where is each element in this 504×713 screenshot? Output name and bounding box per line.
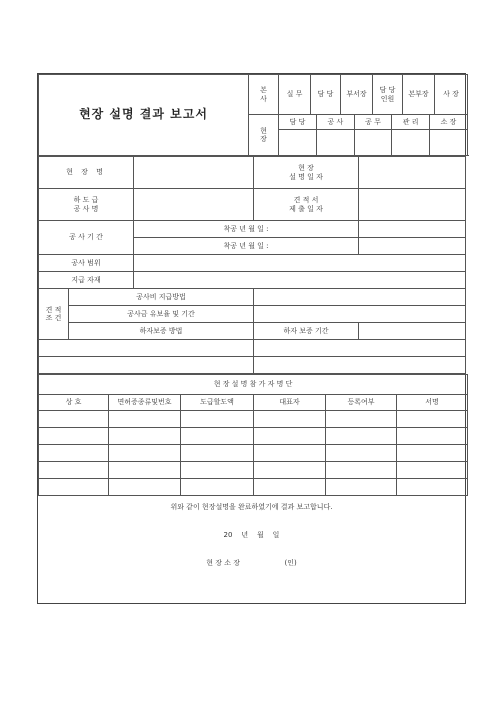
start-date-blank[interactable]: [359, 221, 466, 238]
table-cell[interactable]: [109, 479, 181, 496]
subcontract-label: 하 도 급 공 사 명: [39, 189, 134, 221]
table-cell[interactable]: [397, 411, 468, 428]
column-header: 상 호: [39, 395, 109, 411]
blank-cell[interactable]: [39, 340, 254, 357]
warranty-period-value[interactable]: [359, 323, 466, 340]
blank-cell[interactable]: [39, 357, 254, 374]
table-cell[interactable]: [181, 428, 254, 445]
site-manager-signature[interactable]: 현 장 소 장 (인): [206, 559, 297, 567]
approval-role: 사 장: [435, 75, 468, 115]
signature-cell[interactable]: [317, 129, 355, 155]
completion-date[interactable]: 착공 년 월 일 :: [134, 238, 359, 255]
info-table: [38, 156, 466, 374]
table-cell[interactable]: [39, 411, 109, 428]
table-cell[interactable]: [181, 445, 254, 462]
footer: [38, 496, 465, 592]
table-row: [39, 411, 468, 428]
blank-cell[interactable]: [254, 357, 466, 374]
site-name-label: 현 장 명: [39, 157, 134, 189]
signature-cell[interactable]: [279, 129, 317, 155]
briefing-date-value[interactable]: [359, 157, 466, 189]
approval-role: 실 무: [279, 75, 311, 115]
scope-value[interactable]: [134, 255, 466, 272]
table-cell[interactable]: [181, 411, 254, 428]
conditions-label: 견 적 조 건: [39, 289, 69, 340]
site-role: 공 무: [354, 115, 392, 129]
table-cell[interactable]: [39, 462, 109, 479]
signature-cell[interactable]: [429, 129, 467, 155]
table-cell[interactable]: [397, 428, 468, 445]
start-date[interactable]: 착공 년 월 일 :: [134, 221, 359, 238]
table-cell[interactable]: [326, 445, 397, 462]
table-cell[interactable]: [39, 445, 109, 462]
materials-value[interactable]: [134, 272, 466, 289]
report-title: 현장 설명 결과 보고서: [39, 75, 249, 156]
table-cell[interactable]: [39, 428, 109, 445]
completion-statement: 위와 같이 현장설명을 완료하였기에 결과 보고합니다.: [170, 503, 333, 511]
materials-label: 지급 자재: [39, 272, 134, 289]
head-office-label: 본 사: [249, 75, 279, 115]
payment-method-label: 공사비 지급방법: [69, 289, 254, 306]
quote-date-label: 견 적 서 제 출 일 자: [254, 189, 359, 221]
subcontract-value[interactable]: [134, 189, 254, 221]
table-cell[interactable]: [326, 479, 397, 496]
table-cell[interactable]: [326, 462, 397, 479]
site-role: 소 장: [429, 115, 467, 129]
table-cell[interactable]: [254, 445, 326, 462]
approval-role: 본부장: [403, 75, 435, 115]
approval-header: [38, 74, 468, 156]
column-header: 면허증종류및번호: [109, 395, 181, 411]
site-role: 공 사: [317, 115, 355, 129]
signature-cell[interactable]: [354, 129, 392, 155]
retention-value[interactable]: [254, 306, 466, 323]
column-header: 등록여부: [326, 395, 397, 411]
warranty-period-label: 하자 보증 기간: [254, 323, 359, 340]
table-cell[interactable]: [254, 462, 326, 479]
table-cell[interactable]: [181, 479, 254, 496]
table-cell[interactable]: [109, 428, 181, 445]
table-cell[interactable]: [254, 479, 326, 496]
signature-cell[interactable]: [392, 129, 430, 155]
table-cell[interactable]: [397, 445, 468, 462]
column-header: 서명: [397, 395, 468, 411]
participants-heading: 현 장 설 명 참 가 자 명 단: [39, 375, 468, 395]
report-form: [37, 73, 466, 604]
site-approval-grid: [279, 115, 468, 156]
participants-table: [38, 374, 468, 496]
blank-cell[interactable]: [254, 340, 466, 357]
column-header: 도급할도액: [181, 395, 254, 411]
approval-role: 부서장: [341, 75, 373, 115]
site-role: 담 당: [279, 115, 317, 129]
approval-role: 담 당 인원: [373, 75, 403, 115]
column-header: 대표자: [254, 395, 326, 411]
table-cell[interactable]: [254, 411, 326, 428]
table-cell[interactable]: [181, 462, 254, 479]
retention-label: 공사금 유보율 및 기간: [69, 306, 254, 323]
table-cell[interactable]: [109, 462, 181, 479]
table-cell[interactable]: [254, 428, 326, 445]
briefing-date-label: 현 장 설 명 일 자: [254, 157, 359, 189]
table-cell[interactable]: [397, 462, 468, 479]
table-row: [39, 462, 468, 479]
table-cell[interactable]: [109, 445, 181, 462]
scope-label: 공사 범위: [39, 255, 134, 272]
table-cell[interactable]: [326, 428, 397, 445]
site-role: 관 리: [392, 115, 430, 129]
table-row: [39, 428, 468, 445]
report-date[interactable]: 20 년 월 일: [223, 531, 280, 539]
period-label: 공 사 기 간: [39, 221, 134, 255]
table-cell[interactable]: [326, 411, 397, 428]
table-row: [39, 479, 468, 496]
table-cell[interactable]: [397, 479, 468, 496]
approval-role: 담 당: [311, 75, 341, 115]
table-cell[interactable]: [109, 411, 181, 428]
completion-date-blank[interactable]: [359, 238, 466, 255]
site-label: 현 장: [249, 115, 279, 156]
quote-date-value[interactable]: [359, 189, 466, 221]
payment-method-value[interactable]: [254, 289, 466, 306]
table-cell[interactable]: [39, 479, 109, 496]
table-row: [39, 445, 468, 462]
site-name-value[interactable]: [134, 157, 254, 189]
warranty-method-label: 하자보증 방법: [69, 323, 254, 340]
